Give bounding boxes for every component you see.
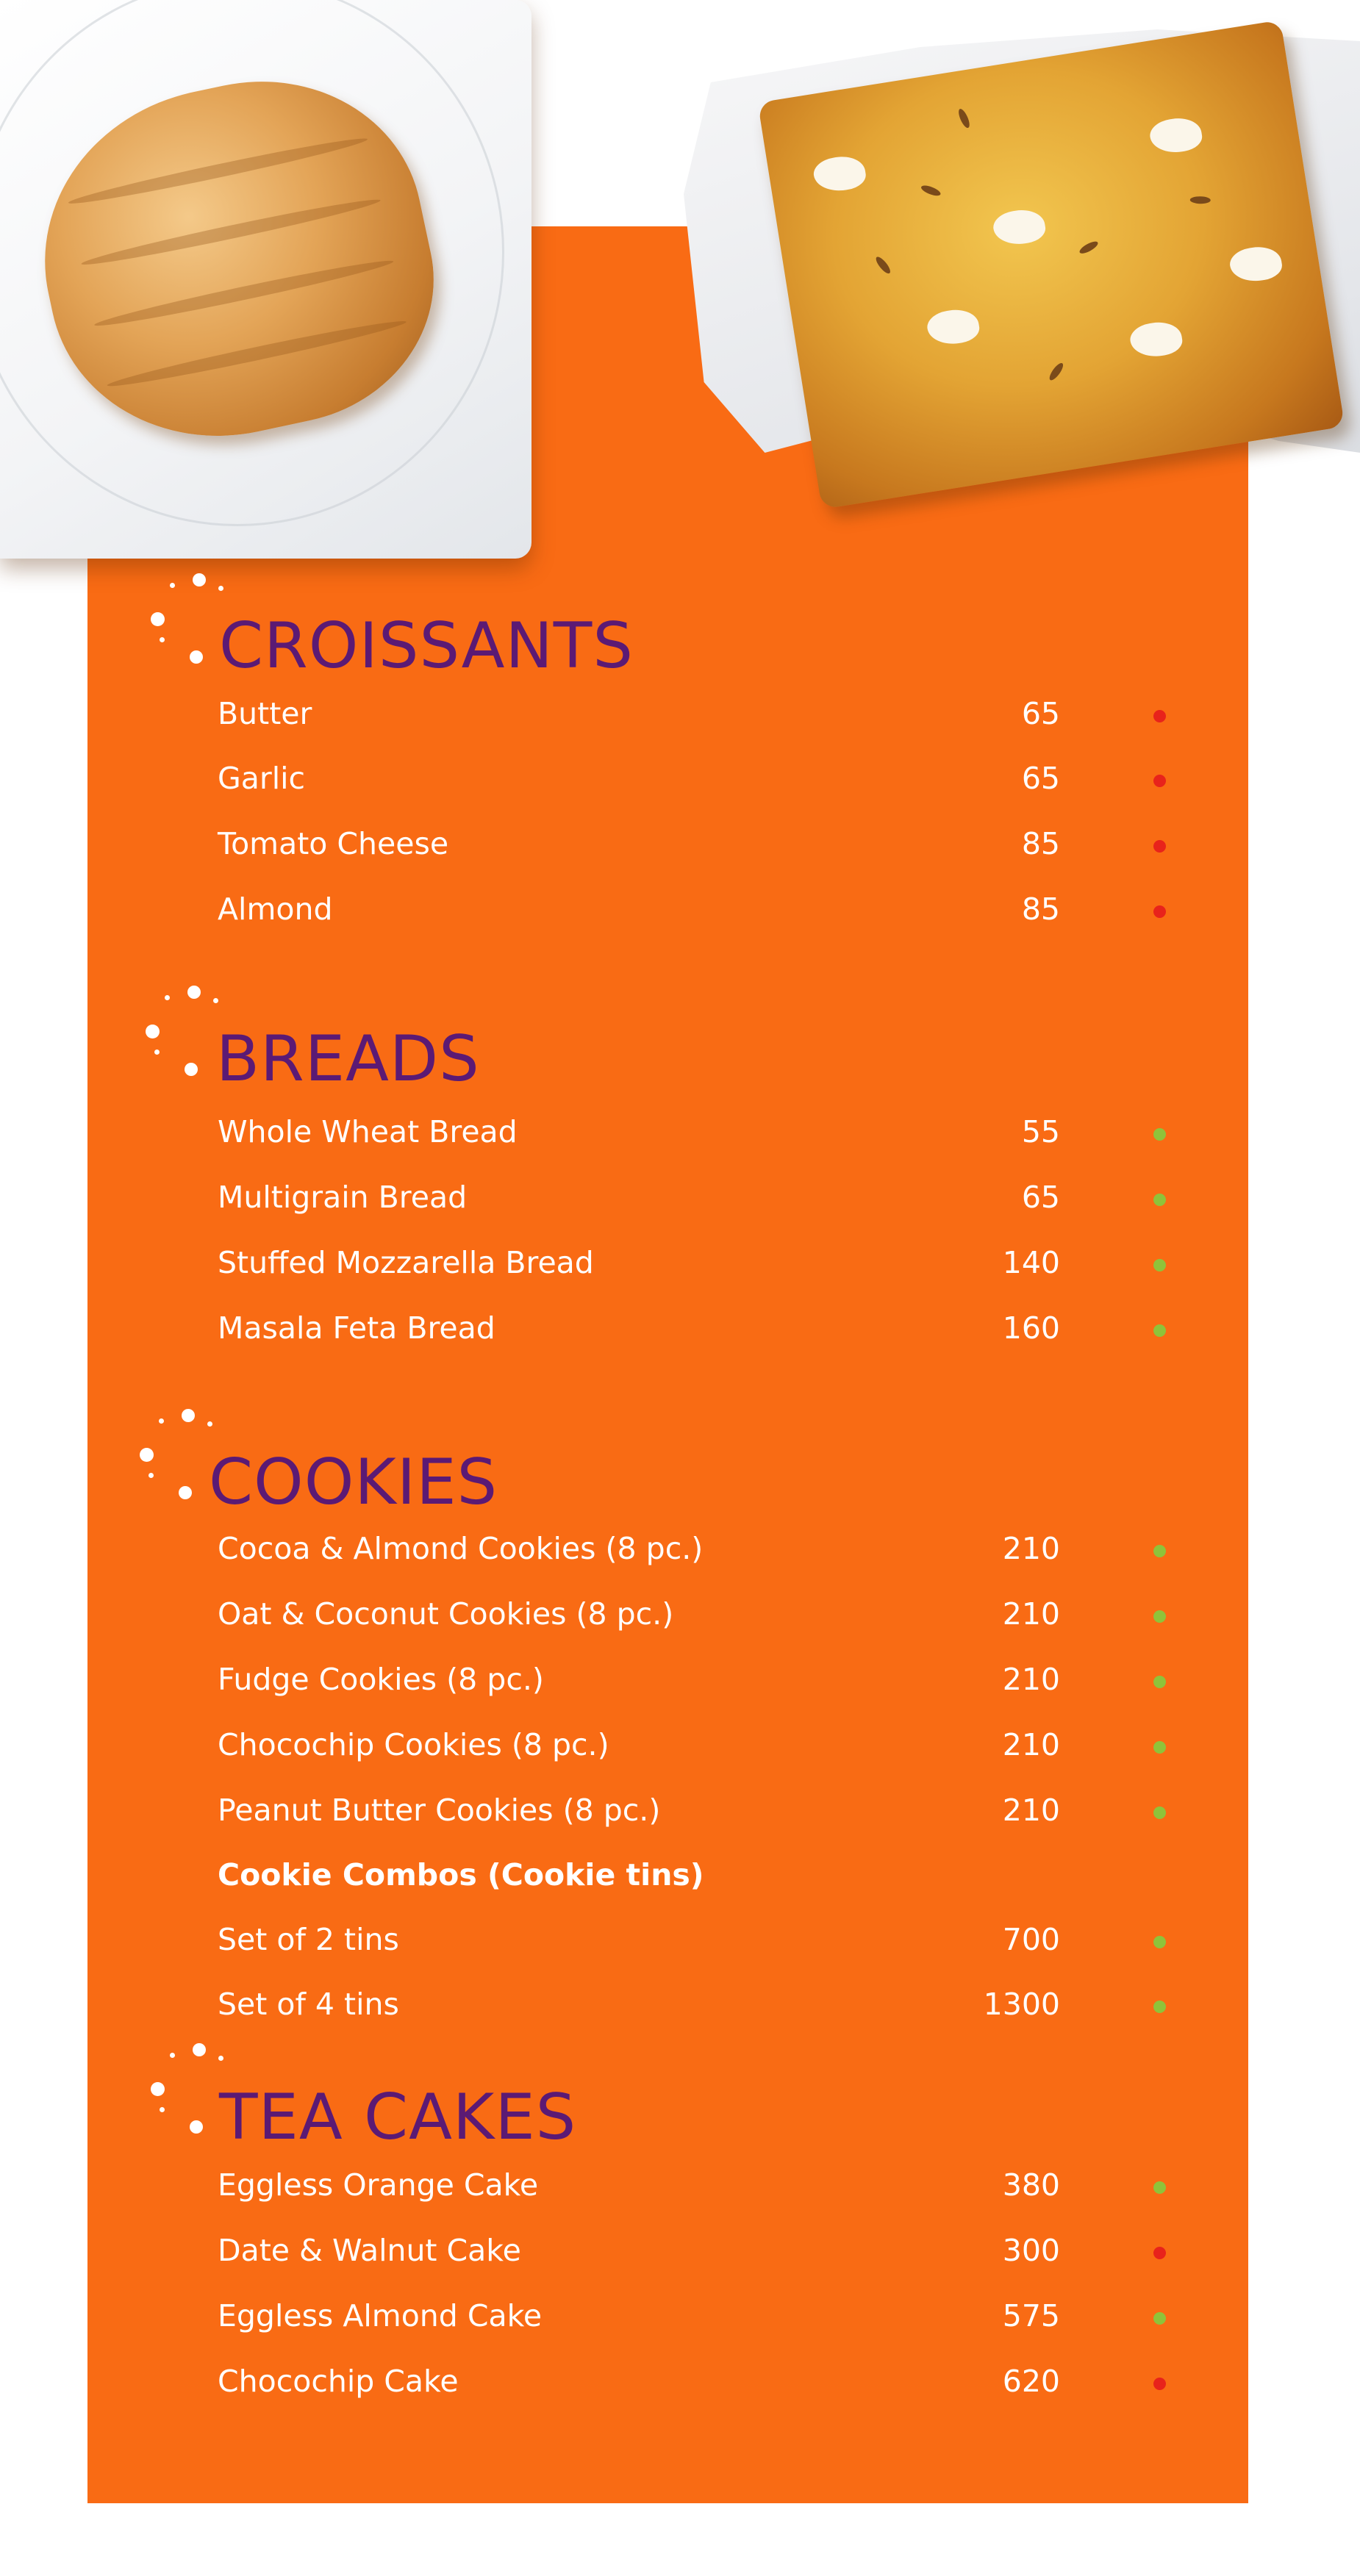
item-name: Tomato Cheese [218, 826, 449, 861]
menu-item [218, 1172, 1166, 1223]
item-name: Butter [218, 696, 312, 731]
veg-dot-icon [1153, 1128, 1166, 1141]
non-veg-dot-icon [1153, 905, 1166, 918]
non-veg-dot-icon [1153, 2247, 1166, 2259]
decorative-dots-icon [138, 982, 226, 1077]
item-price: 210 [1002, 1596, 1060, 1632]
menu-item [218, 2290, 1166, 2342]
item-name: Whole Wheat Bread [218, 1114, 518, 1149]
menu-item [218, 1914, 1166, 1965]
item-name: Chocochip Cake [218, 2364, 459, 2399]
item-price: 210 [1002, 1531, 1060, 1566]
item-price: 210 [1002, 1727, 1060, 1762]
item-price: 380 [1002, 2167, 1060, 2203]
item-name: Stuffed Mozzarella Bread [218, 1245, 594, 1280]
menu-item [218, 688, 1166, 739]
veg-dot-icon [1153, 2312, 1166, 2325]
menu-item [218, 1784, 1166, 1836]
item-name: Set of 4 tins [218, 1987, 399, 2022]
item-price: 85 [1021, 891, 1060, 927]
decorative-dots-icon [143, 570, 232, 665]
menu-item [218, 1523, 1166, 1574]
item-price: 85 [1021, 826, 1060, 861]
item-name: Almond [218, 891, 333, 927]
veg-dot-icon [1153, 1807, 1166, 1819]
item-name: Garlic [218, 761, 306, 796]
menu-item [218, 1978, 1166, 2030]
item-name: Eggless Orange Cake [218, 2167, 539, 2203]
item-name: Fudge Cookies (8 pc.) [218, 1662, 544, 1697]
item-name: Oat & Coconut Cookies (8 pc.) [218, 1596, 674, 1632]
item-price: 65 [1021, 1180, 1060, 1215]
non-veg-dot-icon [1153, 840, 1166, 853]
veg-dot-icon [1153, 1936, 1166, 1948]
menu-item [218, 753, 1166, 804]
veg-dot-icon [1153, 1194, 1166, 1206]
item-price: 65 [1021, 696, 1060, 731]
veg-dot-icon [1153, 1324, 1166, 1337]
item-price: 1300 [983, 1987, 1060, 2022]
item-price: 700 [1002, 1922, 1060, 1957]
item-price: 160 [1002, 1310, 1060, 1346]
section-title-breads: BREADS [216, 1022, 480, 1096]
veg-dot-icon [1153, 1545, 1166, 1557]
item-name: Chocochip Cookies (8 pc.) [218, 1727, 609, 1762]
item-name: Peanut Butter Cookies (8 pc.) [218, 1793, 661, 1828]
veg-dot-icon [1153, 1741, 1166, 1754]
menu-item [218, 1237, 1166, 1288]
menu-item [218, 883, 1166, 935]
item-name: Date & Walnut Cake [218, 2233, 521, 2268]
item-name: Cocoa & Almond Cookies (8 pc.) [218, 1531, 704, 1566]
menu-subheading [218, 1849, 1166, 1901]
section-title-cookies: COOKIES [209, 1446, 498, 1519]
menu-item [218, 2225, 1166, 2276]
item-price: 140 [1002, 1245, 1060, 1280]
non-veg-dot-icon [1153, 2378, 1166, 2390]
non-veg-dot-icon [1153, 710, 1166, 722]
menu-item [218, 1719, 1166, 1770]
item-name: Eggless Almond Cake [218, 2298, 543, 2333]
section-title-croissants: CROISSANTS [219, 609, 634, 683]
veg-dot-icon [1153, 2181, 1166, 2194]
cookie-combos-heading: Cookie Combos (Cookie tins) [218, 1857, 704, 1892]
decorative-dots-icon [143, 2039, 232, 2135]
section-title-tea-cakes: TEA CAKES [219, 2081, 577, 2154]
menu-item [218, 2159, 1166, 2211]
menu-item [218, 1654, 1166, 1705]
item-price: 575 [1002, 2298, 1060, 2333]
veg-dot-icon [1153, 1259, 1166, 1271]
croissant-photo [0, 0, 532, 559]
item-price: 210 [1002, 1793, 1060, 1828]
menu-item [218, 1106, 1166, 1158]
item-price: 55 [1021, 1114, 1060, 1149]
item-price: 620 [1002, 2364, 1060, 2399]
item-name: Set of 2 tins [218, 1922, 399, 1957]
non-veg-dot-icon [1153, 775, 1166, 787]
menu-item [218, 1302, 1166, 1354]
item-name: Multigrain Bread [218, 1180, 468, 1215]
veg-dot-icon [1153, 1610, 1166, 1623]
veg-dot-icon [1153, 1676, 1166, 1688]
menu-item [218, 1588, 1166, 1640]
decorative-dots-icon [132, 1405, 221, 1501]
item-price: 300 [1002, 2233, 1060, 2268]
menu-item [218, 2356, 1166, 2407]
item-price: 65 [1021, 761, 1060, 796]
menu-item [218, 818, 1166, 869]
item-name: Masala Feta Bread [218, 1310, 495, 1346]
item-price: 210 [1002, 1662, 1060, 1697]
focaccia-photo [758, 20, 1345, 509]
veg-dot-icon [1153, 2001, 1166, 2013]
